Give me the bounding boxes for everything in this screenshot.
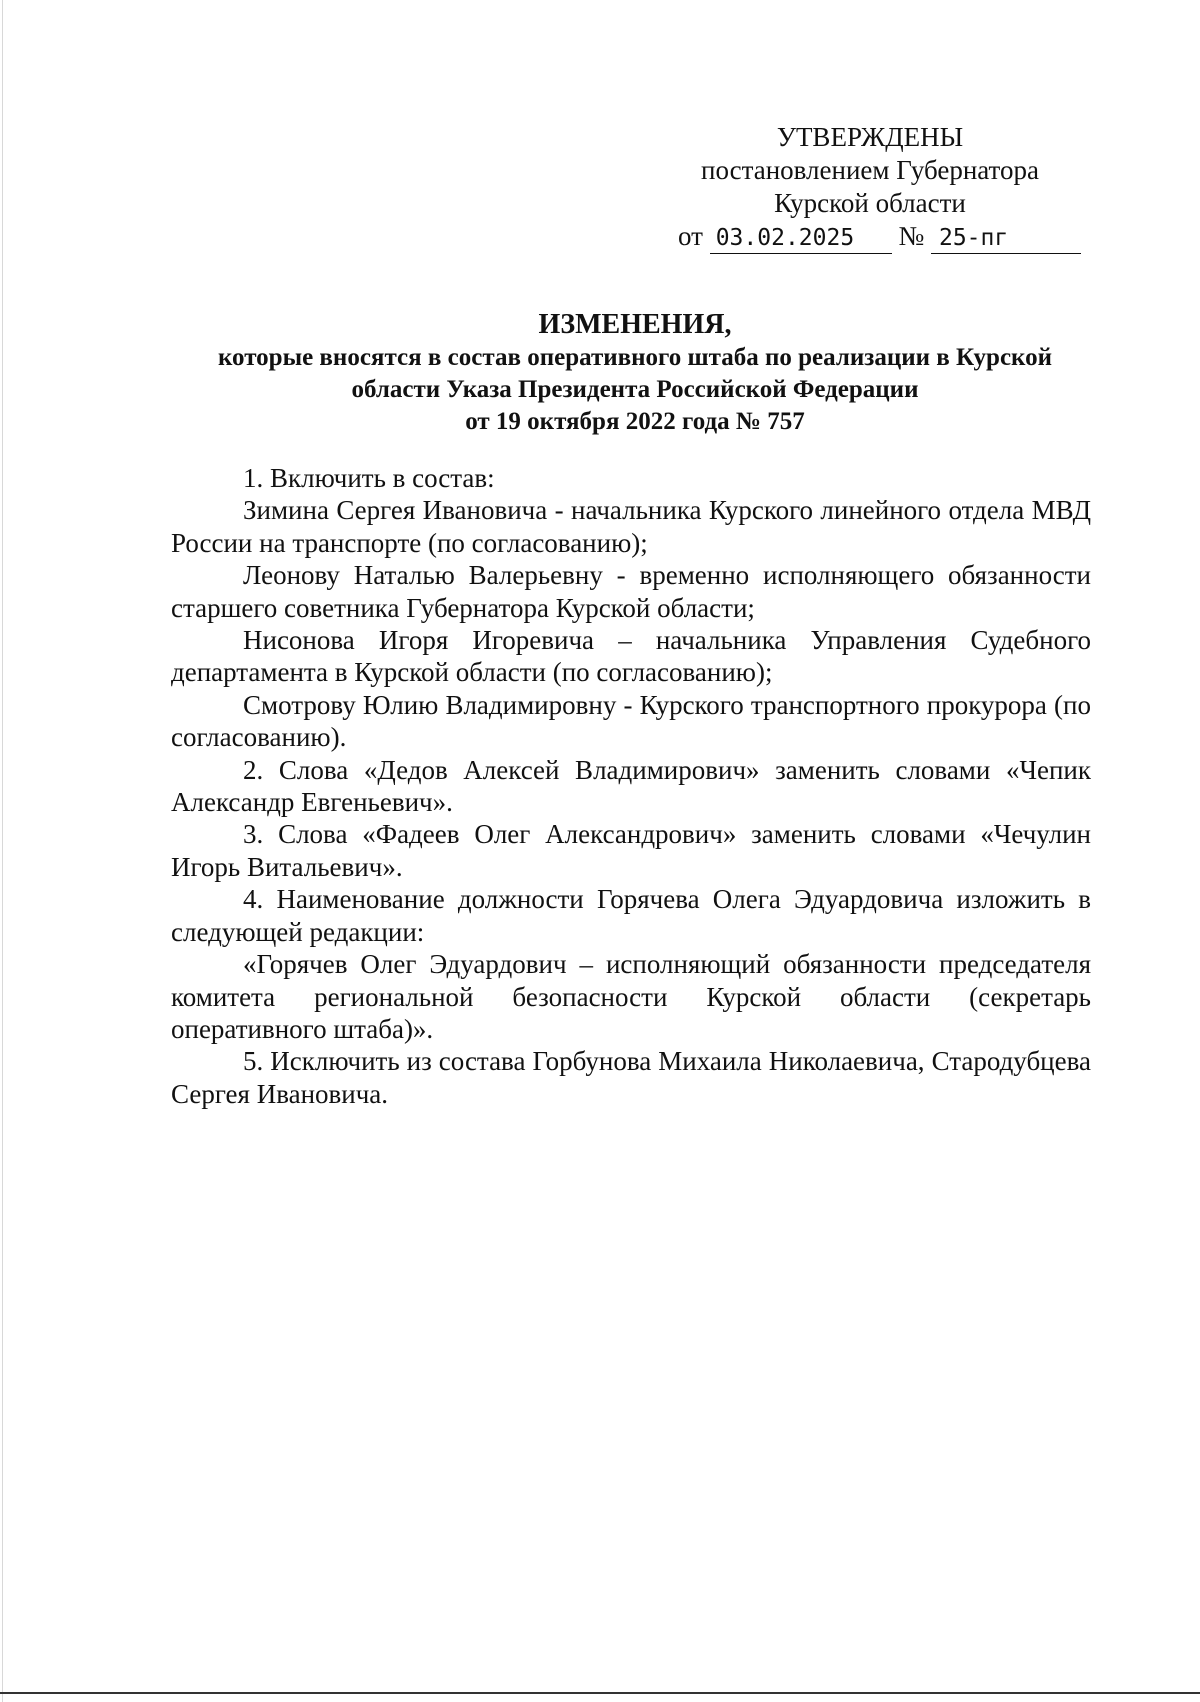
approval-authority: постановлением Губернатора: [701, 155, 1039, 185]
body-paragraph: Смотрову Юлию Владимировну - Курского транспортного прокурора (по согласованию).: [171, 689, 1091, 753]
body-paragraph: 2. Слова «Дедов Алексей Владимирович» заменить словами «Чепик Александр Евгеньевич».: [171, 754, 1091, 818]
scan-edge-bottom: [0, 1692, 1200, 1694]
document-body: [171, 462, 1091, 1110]
body-paragraph: Леонову Наталью Валерьевну - временно исполняющего обязанности старшего советника Губернатора Курской области;: [171, 560, 1091, 623]
body-paragraph: Нисонова Игоря Игоревича – начальника Управления Судебного департамента в Курской области (по согласованию);: [171, 625, 1091, 688]
document-title-block: [160, 308, 1110, 438]
approval-date-line: [660, 220, 1080, 254]
approval-region: Курской области: [774, 188, 966, 218]
document-subtitle-line: области Указа Президента Российской Федерации: [351, 376, 919, 403]
document-title: ИЗМЕНЕНИЯ,: [538, 309, 732, 340]
document-subtitle-line: от 19 октября 2022 года № 757: [465, 408, 805, 435]
body-paragraph: 5. Исключить из состава Горбунова Михаила Николаевича, Стародубцева Сергея Ивановича.: [171, 1046, 1091, 1109]
approval-number: 25-пг: [931, 224, 1081, 254]
body-paragraph: «Горячев Олег Эдуардович – исполняющий обязанности председателя комитета региональной безопасности Курской области (секретарь оперативного штаба)».: [171, 949, 1091, 1044]
approval-block: [660, 121, 1080, 254]
number-prefix: №: [898, 221, 925, 251]
body-paragraph: 4. Наименование должности Горячева Олега Эдуардовича изложить в следующей редакции:: [171, 884, 1091, 947]
approval-date: 03.02.2025: [710, 224, 892, 254]
body-paragraph: 3. Слова «Фадеев Олег Александрович» заменить словами «Чечулин Игорь Витальевич».: [171, 819, 1091, 882]
date-prefix: от: [678, 221, 703, 251]
approval-heading: УТВЕРЖДЕНЫ: [776, 122, 964, 152]
document-subtitle-line: которые вносятся в состав оперативного штаба по реализации в Курской: [217, 344, 1053, 371]
body-paragraph: 1. Включить в состав:: [243, 463, 495, 493]
scan-edge-left: [2, 0, 3, 1702]
body-paragraph: Зимина Сергея Ивановича - начальника Курского линейного отдела МВД России на транспорте (по согласованию);: [171, 495, 1091, 558]
